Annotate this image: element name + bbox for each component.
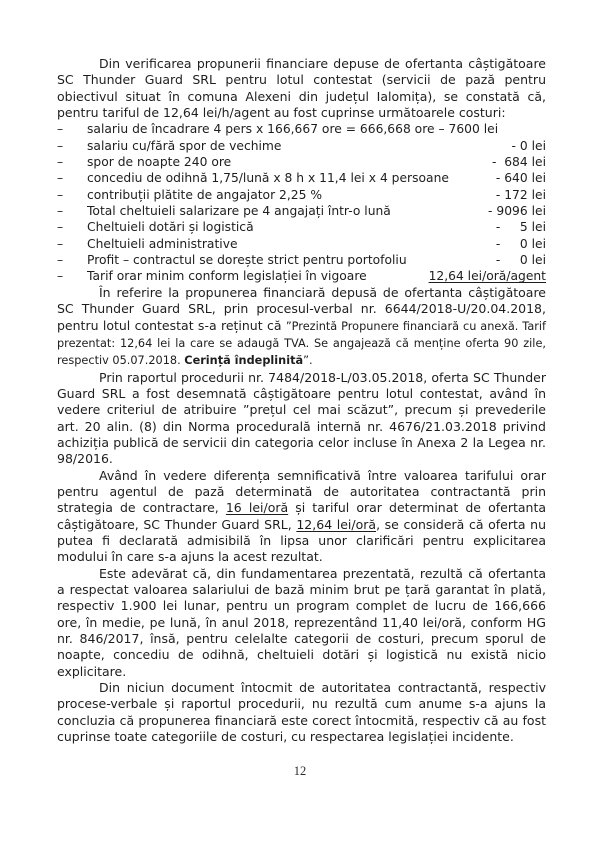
dash-bullet-icon: – [57,269,64,284]
page-number: 12 [293,764,307,778]
dash-bullet-icon: – [57,187,64,202]
cost-list-item [57,252,546,268]
cost-value: - 5 lei [495,220,546,235]
dash-bullet-icon: – [57,122,64,137]
closing-quote: ”. [303,354,313,368]
cost-label: Total cheltuieli salarizare pe 4 angajați într-o lună [87,204,391,219]
paragraph-text: și tariful orar determinat de ofertanta câștigătoare, SC Thunder Guard SRL, [57,500,546,532]
cost-list [57,121,546,284]
cost-value: - 0 lei [495,236,546,251]
cost-value: - 172 lei [495,187,546,202]
cost-list-item-tarif-minim [57,268,546,284]
cost-list-item [57,219,546,235]
dash-bullet-icon: – [57,171,64,186]
cost-list-item [57,121,546,137]
dash-bullet-icon: – [57,155,64,170]
cost-list-item [57,187,546,203]
paragraph-text: , se consideră că oferta nu putea fi declarată admisibilă în lipsa unor clarificări pentru explicitarea modului în care s-a ajuns la acest rezultat. [57,516,546,565]
paragraph-text: Din niciun document întocmit de autoritatea contractantă, respectiv procese-verbale și raportul procedurii, nu rezultă cum anume s-a ajuns la concluzia că propunerea financiară este corect întocmită, respectiv că au fost cuprinse toate categoriile de costuri, cu respectarea legislației incidente. [57,680,546,745]
cost-label: Cheltuieli dotări și logistică [87,220,254,235]
paragraph-concluzie [57,680,546,745]
paragraph-text: Este adevărat că, din fundamentarea prezentată, rezultă că ofertanta a respectat valoarea salariului de bază minim brut pe țară garantat în plată, respectiv 1.900 lei lunar, pentru un program complet de lucru de 166,666 ore, în medie, pe lună, în anul 2018, reprezentând 11,40 lei/oră, conform HG nr. 846/2017, însă, pentru celelalte categorii de costuri, precum sporul de noapte, concediu de odihnă, cheltuieli dotări și logistică nu există nicio explicitare. [57,565,546,679]
tarif-16-lei-underlined: 16 lei/oră [225,500,289,516]
cost-label: Cheltuieli administrative [87,236,238,251]
paragraph-text: Având în vedere diferența semnificativă între valoarea tarifului orar pentru agentul de pază determinată de autoritatea contractantă prin strategia de contractare, [57,467,546,516]
document-content [57,56,546,745]
cost-label: Profit – contractul se dorește strict pentru portofoliu [87,253,407,268]
cost-value-underlined: 12,64 lei/oră/agent [428,269,546,284]
cost-list-item [57,154,546,170]
paragraph-text: Din verificarea propunerii financiare depuse de ofertanta câștigătoare SC Thunder Guard SRL pentru lotul contestat (servicii de pază pentru obiectivul situat în comuna Alexeni din județul Ialomița), se constată că, pentru tariful de 12,64 lei/h/agent au fost cuprinse următoarele costuri: [57,56,546,121]
cost-label: salariu de încadrare 4 pers x 166,667 ore = 666,668 ore – 7600 lei [87,122,499,137]
paragraph-diferenta-tarif [57,468,546,566]
cost-value: - 0 lei [495,253,546,268]
cost-label: salariu cu/fără spor de vechime [87,138,282,153]
cost-value: - 684 lei [491,155,546,170]
paragraph-text: În referire la propunerea financiară depusă de ofertanta câștigătoare SC Thunder Guard SRL, prin procesul-verbal nr. 6644/2018-U/20.04.2018, pentru lotul contestat s-a reținut că [57,284,546,333]
paragraph-raport-procedura [57,370,546,468]
cost-label: spor de noapte 240 ore [87,155,232,170]
requirement-fulfilled-bold-text: Cerință îndeplinită [184,354,304,368]
dash-bullet-icon: – [57,236,64,251]
dash-bullet-icon: – [57,204,64,219]
cost-list-item [57,236,546,252]
cost-list-item [57,138,546,154]
paragraph-text: Prin raportul procedurii nr. 7484/2018-L/03.05.2018, oferta SC Thunder Guard SRL a fost desemnată câștigătoare pentru lotul contestat, având în vedere criteriul de atribuire ”prețul cel mai scăzut”, precum și prevederile art. 20 alin. (8) din Norma procedurală internă nr. 4676/21.03.2018 privind achiziția publică de servicii din categoria celor incluse în Anexa 2 la Legea nr. 98/2016. [57,369,546,467]
cost-value: - 640 lei [495,171,546,186]
cost-value: - 0 lei [511,138,546,153]
cost-label: contribuții plătite de angajator 2,25 % [87,187,323,202]
cost-list-item [57,203,546,219]
paragraph-verification-intro [57,56,546,121]
paragraph-fundamentare [57,566,546,680]
quoted-offer-statement: ”Prezintă Propunere financiară cu anexă. Tarif prezentat: 12,64 lei la care se adaugă TVA. Se angajează că menține oferta 90 zile, respectiv 05.07.2018. [57,319,546,368]
dash-bullet-icon: – [57,138,64,153]
cost-label: Tarif orar minim conform legislației în vigoare [87,269,367,284]
cost-value: - 9096 lei [488,204,546,219]
paragraph-proces-verbal [57,285,546,370]
tarif-12-64-lei-underlined: 12,64 lei/oră [296,516,377,532]
dash-bullet-icon: – [57,253,64,268]
dash-bullet-icon: – [57,220,64,235]
cost-list-item [57,170,546,186]
cost-label: concediu de odihnă 1,75/lună x 8 h x 11,4 lei x 4 persoane [87,171,449,186]
